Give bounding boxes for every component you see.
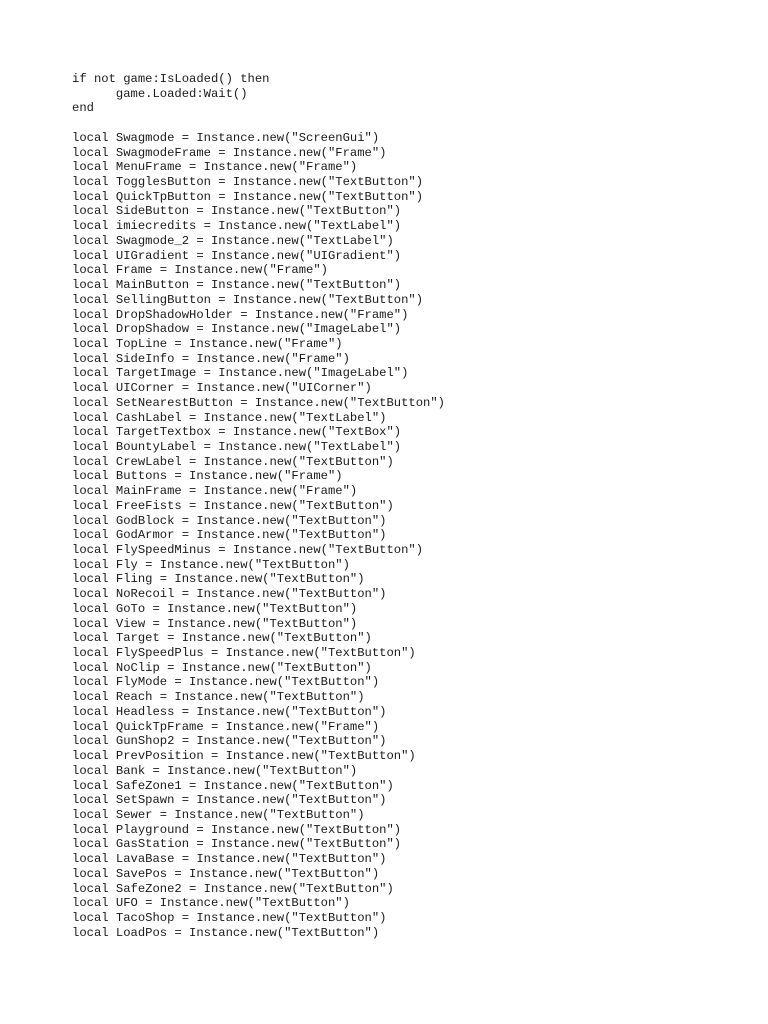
code-line: local GasStation = Instance.new("TextButton") bbox=[72, 837, 402, 852]
code-line: local LavaBase = Instance.new("TextButton") bbox=[72, 852, 387, 867]
code-line: local Playground = Instance.new("TextButton") bbox=[72, 822, 402, 837]
code-line: local SafeZone2 = Instance.new("TextButton") bbox=[72, 881, 394, 896]
code-line: local TargetTextbox = Instance.new("TextBox") bbox=[72, 425, 402, 440]
code-line: local QuickTpButton = Instance.new("TextButton") bbox=[72, 189, 424, 204]
code-line: end bbox=[72, 101, 94, 116]
code-line: local FlySpeedMinus = Instance.new("TextButton") bbox=[72, 543, 424, 557]
code-line: local FlySpeedPlus = Instance.new("TextButton") bbox=[72, 646, 416, 661]
code-line: local GodBlock = Instance.new("TextButton") bbox=[72, 513, 387, 528]
code-line: local Headless = Instance.new("TextButton") bbox=[72, 704, 387, 719]
code-line: local TargetImage = Instance.new("ImageLabel") bbox=[72, 366, 409, 381]
code-block bbox=[72, 72, 445, 940]
code-line: local SellingButton = Instance.new("TextButton") bbox=[72, 292, 424, 307]
code-line: local DropShadow = Instance.new("ImageLabel") bbox=[72, 322, 402, 337]
code-line: local GoTo = Instance.new("TextButton") bbox=[72, 601, 358, 616]
code-line: local SideInfo = Instance.new("Frame") bbox=[72, 351, 350, 366]
code-line: local imiecredits = Instance.new("TextLabel") bbox=[72, 219, 402, 234]
code-line: local Swagmode_2 = Instance.new("TextLabel") bbox=[72, 233, 394, 248]
code-line: local View = Instance.new("TextButton") bbox=[72, 616, 358, 631]
code-line: local FlyMode = Instance.new("TextButton") bbox=[72, 675, 380, 690]
code-line: local MainFrame = Instance.new("Frame") bbox=[72, 484, 358, 499]
code-line: local NoClip = Instance.new("TextButton") bbox=[72, 660, 372, 675]
code-line: local GunShop2 = Instance.new("TextButton") bbox=[72, 734, 387, 749]
code-line: local PrevPosition = Instance.new("TextButton") bbox=[72, 749, 416, 764]
code-line: local TogglesButton = Instance.new("TextButton") bbox=[72, 175, 424, 190]
code-line: local MenuFrame = Instance.new("Frame") bbox=[72, 160, 358, 175]
code-line: local Target = Instance.new("TextButton") bbox=[72, 631, 372, 646]
code-line: local SideButton = Instance.new("TextButton") bbox=[72, 204, 402, 219]
code-line: local UIGradient = Instance.new("UIGradient") bbox=[72, 248, 402, 263]
code-line: local Fly = Instance.new("TextButton") bbox=[72, 557, 350, 572]
code-line: local UFO = Instance.new("TextButton") bbox=[72, 896, 350, 911]
code-line: local DropShadowHolder = Instance.new("Frame") bbox=[72, 307, 409, 322]
code-line: local SavePos = Instance.new("TextButton") bbox=[72, 866, 380, 881]
code-line: local SetNearestButton = Instance.new("TextButton") bbox=[72, 395, 445, 410]
blank-line bbox=[72, 116, 445, 131]
code-line: local Fling = Instance.new("TextButton") bbox=[72, 572, 365, 587]
code-line: local BountyLabel = Instance.new("TextLabel") bbox=[72, 439, 402, 454]
code-line: local SetSpawn = Instance.new("TextButton") bbox=[72, 793, 387, 808]
code-line: local GodArmor = Instance.new("TextButton") bbox=[72, 528, 387, 543]
code-line: if not game:IsLoaded() then bbox=[72, 72, 270, 86]
code-line: local CashLabel = Instance.new("TextLabel") bbox=[72, 410, 387, 425]
code-line: local QuickTpFrame = Instance.new("Frame") bbox=[72, 719, 380, 734]
code-line: local NoRecoil = Instance.new("TextButton") bbox=[72, 587, 387, 602]
code-line: local SwagmodeFrame = Instance.new("Frame") bbox=[72, 145, 387, 160]
code-line: local Sewer = Instance.new("TextButton") bbox=[72, 807, 365, 822]
code-line: local MainButton = Instance.new("TextButton") bbox=[72, 278, 402, 293]
code-line: local SafeZone1 = Instance.new("TextButton") bbox=[72, 778, 394, 793]
code-line: local LoadPos = Instance.new("TextButton") bbox=[72, 925, 380, 940]
code-line: local CrewLabel = Instance.new("TextButton") bbox=[72, 454, 394, 469]
code-line: game.Loaded:Wait() bbox=[72, 86, 248, 101]
code-line: local TacoShop = Instance.new("TextButton") bbox=[72, 910, 387, 925]
code-line: local Swagmode = Instance.new("ScreenGui") bbox=[72, 130, 380, 145]
code-line: local TopLine = Instance.new("Frame") bbox=[72, 336, 343, 351]
code-line: local Bank = Instance.new("TextButton") bbox=[72, 763, 358, 778]
code-line: local Buttons = Instance.new("Frame") bbox=[72, 469, 343, 484]
code-line: local Frame = Instance.new("Frame") bbox=[72, 263, 328, 278]
code-line: local UICorner = Instance.new("UICorner") bbox=[72, 381, 372, 396]
code-line: local Reach = Instance.new("TextButton") bbox=[72, 690, 365, 705]
code-line: local FreeFists = Instance.new("TextButton") bbox=[72, 498, 394, 513]
